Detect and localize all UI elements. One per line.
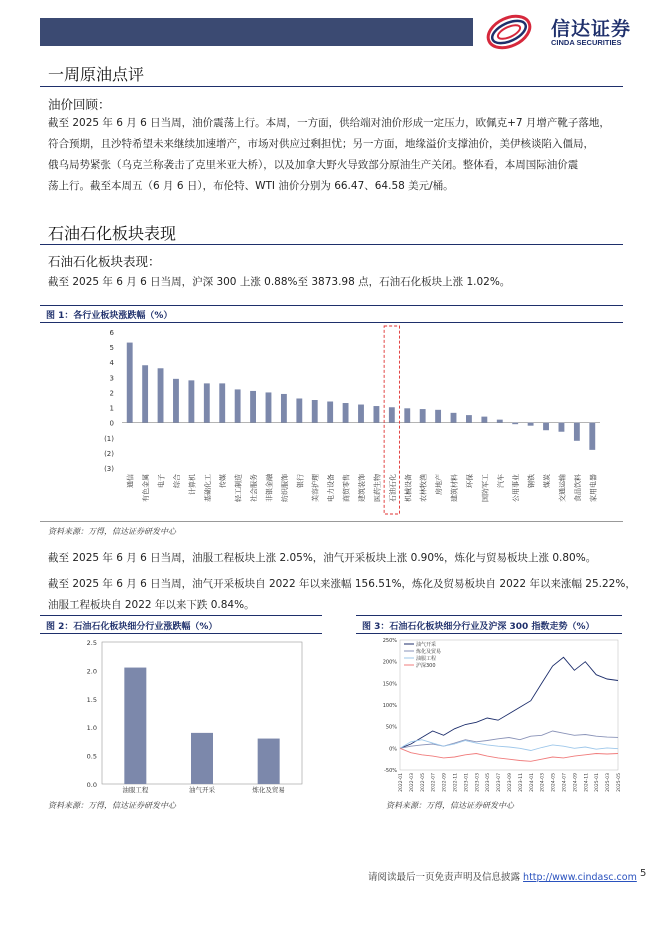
subtitle-oil-review: 油价回顾： [48, 97, 111, 112]
paragraph-line: 截至 2025 年 6 月 6 日当周，油价震荡上行。本周，一方面，供给端对油价形成一定压力，欧佩克+7 月增产靴子落地， [48, 117, 610, 129]
x-tick-label: 2023-07 [497, 773, 503, 792]
x-tick-label: 2025-03 [606, 773, 612, 792]
y-tick-label: 6 [109, 329, 114, 337]
bar [173, 379, 179, 423]
y-tick-label: 2.0 [86, 667, 97, 676]
section-divider [40, 244, 623, 245]
paragraph-line: 荡上行。截至本周五（6 月 6 日），布伦特、WTI 油价分别为 66.47、64.58 美元/桶。 [48, 180, 454, 192]
figure-border-bottom [40, 521, 623, 522]
paragraph-line: 截至 2025 年 6 月 6 日当周，油气开采板块自 2022 年以来涨幅 156.51%，炼化及贸易板块自 2022 年以来涨幅 25.22%， [48, 578, 636, 590]
x-tick-label: 电子 [157, 474, 166, 488]
x-tick-label: 2022-05 [420, 773, 426, 792]
x-tick-label: 非银金融 [265, 474, 274, 502]
x-tick-label: 传媒 [219, 474, 228, 488]
x-tick-label: 交通运输 [558, 474, 567, 502]
y-tick-label: 5 [109, 344, 114, 353]
x-tick-label: 国防军工 [481, 474, 490, 502]
footer-text: 请阅读最后一页免责声明及信息披露 [368, 872, 521, 883]
x-tick-label: 轻工制造 [234, 474, 243, 502]
legend-label: 油服工程 [416, 656, 437, 662]
x-tick-label: 食品饮料 [573, 474, 582, 502]
x-tick-label: 房地产 [435, 474, 444, 495]
x-tick-label: 医药生物 [373, 474, 382, 502]
y-tick-label: 2.5 [86, 639, 97, 647]
x-tick-label: 通信 [126, 474, 135, 488]
footer-disclaimer [368, 869, 637, 883]
x-tick-label: 油服工程 [122, 786, 149, 794]
legend-label: 油气开采 [416, 642, 437, 648]
y-tick-label: 250% [382, 638, 397, 644]
series-line [400, 748, 618, 761]
x-tick-label: 2024-03 [540, 773, 546, 792]
bar [191, 733, 213, 784]
bar [219, 383, 225, 422]
y-tick-label: 1.0 [86, 724, 97, 733]
paragraph-line: 截至 2025 年 6 月 6 日当周，沪深 300 上涨 0.88%至 3873.98 点，石油石化板块上涨 1.02%。 [48, 276, 511, 288]
x-tick-label: 商贸零售 [342, 474, 351, 502]
bar [481, 417, 487, 423]
sector-paragraph-1 [48, 272, 624, 293]
bar [404, 408, 410, 422]
x-tick-label: 社会服务 [250, 474, 259, 502]
figure3-title: 图 3：石油石化板块细分行业及沪深 300 指数走势（%） [362, 622, 595, 632]
bar [188, 380, 194, 422]
bar [543, 423, 549, 431]
figure2-title: 图 2：石油石化板块细分行业涨跌幅（%） [46, 622, 218, 632]
y-tick-label: 150% [382, 681, 397, 688]
y-tick-label: 100% [382, 703, 397, 709]
x-tick-label: 家用电器 [589, 474, 598, 502]
paragraph-line: 符合预期，且沙特希望未来继续加速增产，市场对供应过剩担忧；另一方面，地缘溢价支撑油价，美伊核谈陷入僵局， [48, 138, 594, 150]
legend-label: 沪深300 [416, 663, 436, 669]
x-tick-label: 钢铁 [527, 474, 536, 488]
trend-line-chart [356, 634, 622, 796]
figure-border-top [40, 615, 322, 616]
footer-link[interactable]: http://www.cindasc.com [523, 872, 637, 883]
x-tick-label: 2024-05 [551, 773, 557, 792]
bar [451, 413, 457, 423]
y-tick-label: 0% [389, 746, 397, 753]
bar [343, 403, 349, 423]
x-tick-label: 基础化工 [203, 474, 212, 502]
bar [358, 405, 364, 423]
x-tick-label: 建筑材料 [450, 474, 459, 502]
sector-paragraph-3 [48, 574, 636, 616]
x-tick-label: 炼化及贸易 [252, 786, 285, 794]
x-tick-label: 农林牧渔 [419, 474, 428, 502]
bar [250, 391, 256, 423]
bar [266, 392, 272, 422]
bar [258, 739, 280, 784]
bar [158, 368, 164, 422]
bar [373, 406, 379, 423]
x-tick-label: 纺织服饰 [280, 474, 289, 502]
section-title-sector: 石油石化板块表现 [48, 224, 177, 243]
x-tick-label: 2024-07 [562, 773, 568, 792]
x-tick-label: 美容护理 [311, 474, 320, 502]
bar [127, 343, 133, 423]
bar [574, 423, 580, 441]
figure2-source: 资料来源：万得，信达证券研发中心 [48, 801, 176, 810]
bar [281, 394, 287, 423]
logo-english: CINDA SECURITIES [551, 38, 622, 47]
x-tick-label: 2023-05 [486, 773, 492, 792]
x-tick-label: 2024-11 [584, 773, 590, 792]
y-tick-label: 0 [109, 419, 114, 428]
bar [528, 423, 534, 426]
sub-industry-bar-chart [40, 634, 322, 796]
y-tick-label: 4 [109, 359, 114, 368]
y-tick-label: 50% [385, 724, 397, 731]
series-line [400, 740, 618, 751]
x-tick-label: 2025-01 [595, 773, 601, 792]
x-tick-label: 电力设备 [327, 474, 336, 502]
bar [559, 423, 565, 432]
x-tick-label: 2024-01 [529, 773, 535, 792]
x-tick-label: 2022-01 [399, 773, 404, 792]
x-tick-label: 银行 [296, 474, 305, 488]
bar [497, 420, 503, 423]
logo-chinese: 信达证券 [551, 18, 632, 40]
bar [512, 423, 518, 425]
x-tick-label: 2022-11 [453, 773, 459, 792]
oil-review-paragraph [48, 113, 624, 197]
paragraph-line: 油服工程板块自 2022 年以来下跌 0.84%。 [48, 599, 255, 611]
x-tick-label: 建筑装饰 [358, 474, 366, 502]
x-tick-label: 煤炭 [543, 473, 552, 488]
y-tick-label: (2) [104, 449, 114, 458]
subtitle-sector: 石油石化板块表现： [48, 254, 161, 269]
sector-paragraph-2 [48, 548, 624, 569]
x-tick-label: 综合 [172, 474, 181, 488]
page-number: 5 [640, 868, 647, 879]
figure1-title: 图 1：各行业板块涨跌幅（%） [46, 311, 173, 321]
bar [389, 407, 395, 422]
bar [124, 668, 146, 784]
x-tick-label: 计算机 [188, 474, 197, 495]
x-tick-label: 2022-07 [431, 773, 437, 792]
y-tick-label: (3) [104, 465, 114, 473]
y-tick-label: -50% [384, 768, 397, 774]
x-tick-label: 2023-01 [464, 773, 470, 792]
x-tick-label: 2023-11 [518, 773, 524, 792]
bar [466, 415, 472, 423]
section-title-weekly-oil: 一周原油点评 [48, 65, 145, 84]
bar [435, 410, 441, 423]
header-bar [40, 18, 473, 46]
bar [589, 423, 595, 450]
y-tick-label: 0.0 [86, 781, 97, 789]
x-tick-label: 2022-03 [409, 773, 415, 792]
x-tick-label: 机械设备 [404, 474, 413, 502]
figure-border-top [40, 305, 623, 306]
x-tick-label: 油气开采 [189, 786, 215, 794]
x-tick-label: 2022-09 [442, 773, 448, 792]
x-tick-label: 环保 [465, 474, 474, 488]
x-tick-label: 有色金属 [142, 474, 151, 502]
bar [204, 383, 210, 422]
paragraph-line: 俄乌局势紧张（乌克兰称袭击了克里米亚大桥），以及加拿大野火导致部分原油生产关闭。整体看，本周国际油价震 [48, 159, 579, 171]
bar [420, 409, 426, 423]
y-tick-label: 3 [109, 374, 114, 383]
x-tick-label: 汽车 [496, 474, 505, 488]
y-tick-label: 0.5 [86, 752, 97, 761]
y-tick-label: (1) [104, 434, 114, 443]
y-tick-label: 200% [382, 659, 397, 666]
y-tick-label: 1.5 [86, 695, 97, 704]
bar [142, 365, 148, 422]
y-tick-label: 2 [109, 389, 114, 398]
legend-label: 炼化及贸易 [416, 649, 442, 655]
bar [296, 398, 302, 422]
x-tick-label: 2023-03 [475, 773, 481, 792]
x-tick-label: 公用事业 [512, 474, 521, 502]
bar [312, 400, 318, 423]
paragraph-line: 截至 2025 年 6 月 6 日当周，油服工程板块上涨 2.05%，油气开采板块上涨 0.90%，炼化与贸易板块上涨 0.80%。 [48, 552, 597, 564]
x-tick-label: 石油石化 [388, 474, 397, 502]
x-tick-label: 2024-09 [573, 773, 579, 792]
figure-border-top [356, 615, 622, 616]
series-line [400, 731, 618, 748]
y-tick-label: 1 [109, 404, 114, 413]
section-divider [40, 86, 623, 87]
figure3-source: 资料来源：万得，信达证券研发中心 [386, 801, 514, 810]
industry-bar-chart [40, 322, 623, 520]
x-tick-label: 2023-09 [508, 773, 513, 792]
bar [235, 389, 241, 422]
x-tick-label: 2025-05 [617, 773, 622, 792]
bar [327, 402, 333, 423]
figure1-source: 资料来源：万得，信达证券研发中心 [48, 527, 176, 536]
